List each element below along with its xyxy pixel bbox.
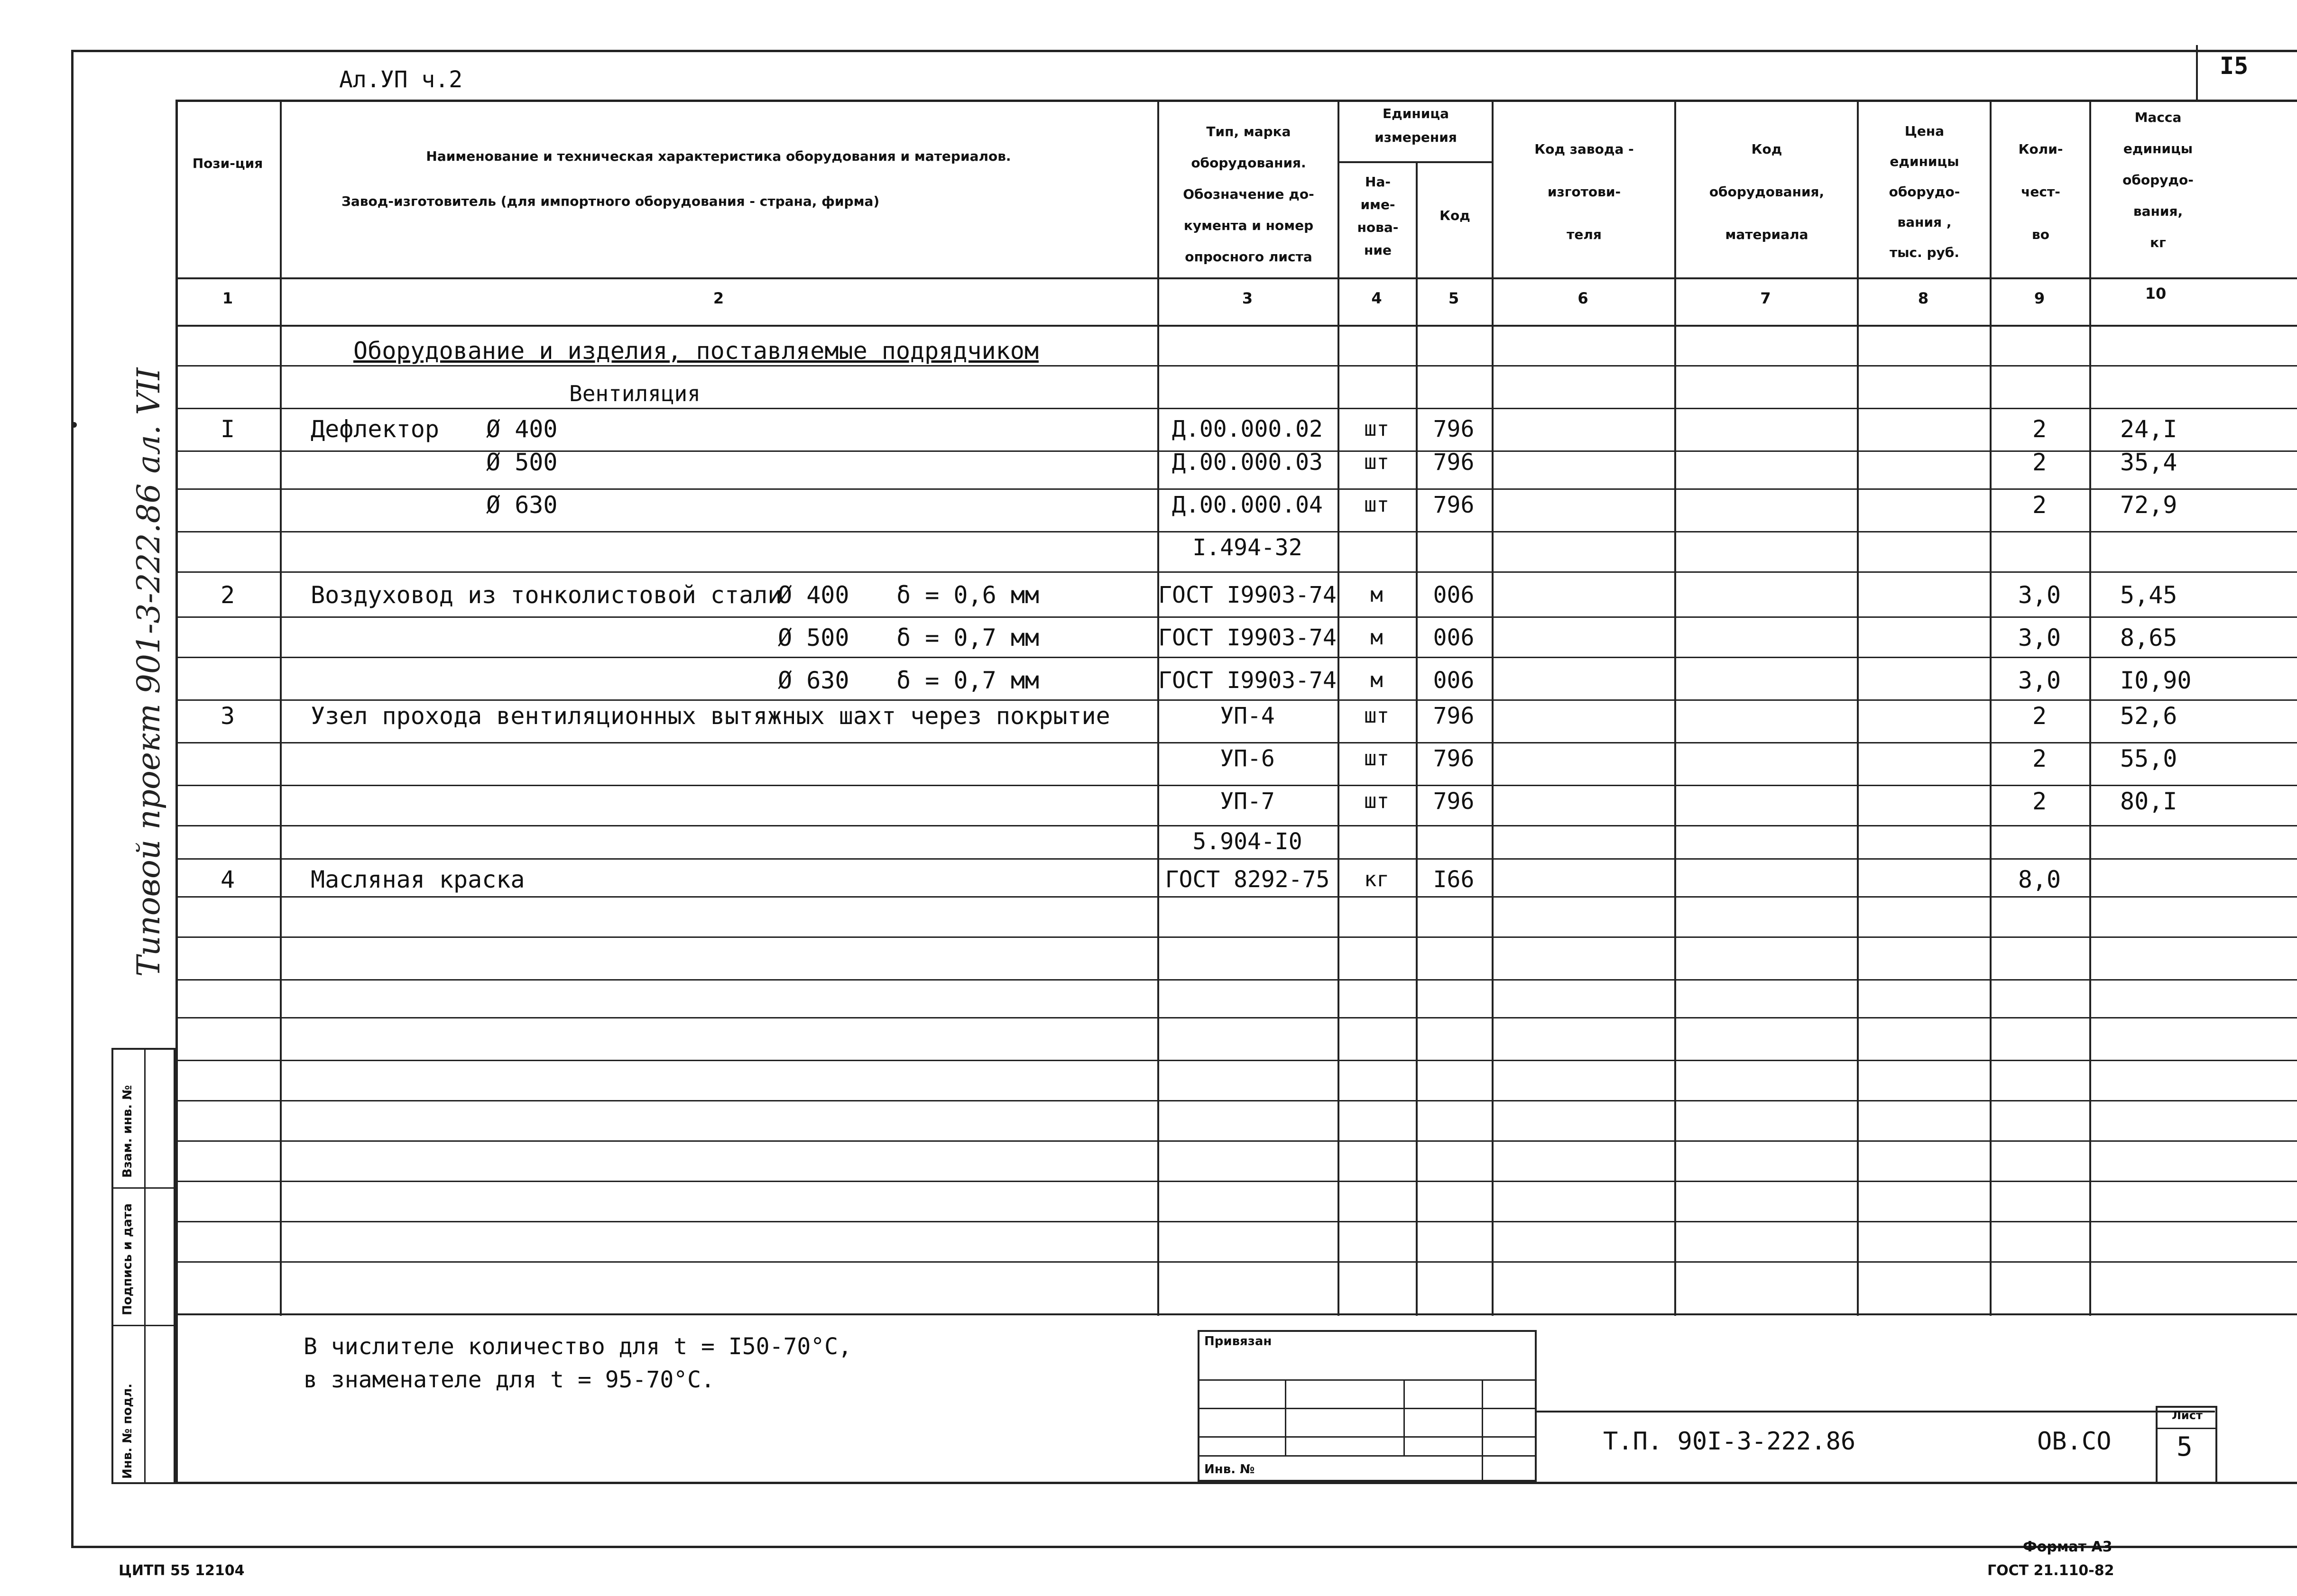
row-line — [175, 896, 2297, 898]
row-mass: 24,I — [2120, 415, 2177, 443]
col-number-2: 2 — [713, 289, 724, 307]
row-mass: 80,I — [2120, 788, 2177, 815]
document-mark: ОВ.СО — [2037, 1427, 2112, 1456]
row-name: Воздуховод из тонколистовой стали — [311, 581, 782, 609]
row-mass: 52,6 — [2120, 702, 2177, 730]
attached-row-line-4 — [1199, 1455, 1536, 1457]
row-quantity: 2 — [2032, 788, 2047, 815]
row-quantity: 2 — [2032, 449, 2047, 476]
row-line — [175, 1100, 2297, 1101]
stamp-cell-2: Подпись и дата — [120, 1203, 135, 1315]
col-number-8: 8 — [1918, 289, 1929, 307]
attached-row-line-3 — [1199, 1436, 1536, 1438]
row-type-mark: 5.904-I0 — [1192, 828, 1302, 855]
row-line — [175, 1140, 2297, 1142]
row-spec: Ø 400 — [778, 581, 849, 609]
row-spec: Ø 500 — [486, 449, 558, 476]
inventory-label: Инв. № — [1204, 1462, 1255, 1477]
row-unit-code: 796 — [1433, 492, 1475, 518]
margin-dot — [71, 422, 77, 428]
side-project-stamp: Типовой проект 901-3-222.86 ал. VII — [130, 367, 167, 977]
header-unit-code: Код — [1439, 208, 1470, 223]
footer-right-format: Формат А3 — [2023, 1539, 2113, 1555]
sheet-corner-number: I5 — [2220, 52, 2249, 80]
row-line — [175, 408, 2297, 409]
row-line — [175, 699, 2297, 701]
row-type-mark: Д.00.000.03 — [1172, 449, 1323, 476]
row-type-mark: ГОСТ I9903-74 — [1158, 582, 1337, 608]
row-name: Узел прохода вентиляционных вытяжных шахт через покрытие — [311, 702, 1110, 730]
row-unit: м — [1370, 625, 1383, 650]
sheet-label: Лист — [2172, 1409, 2203, 1422]
row-unit: м — [1370, 583, 1383, 607]
row-line — [175, 616, 2297, 618]
row-line — [175, 1261, 2297, 1263]
row-type-mark: ГОСТ I9903-74 — [1158, 667, 1337, 694]
attached-col-line-3 — [1482, 1379, 1483, 1480]
row-quantity: 2 — [2032, 415, 2047, 443]
col-number-9: 9 — [2034, 289, 2045, 307]
corner-divider — [2196, 45, 2198, 100]
row-line — [175, 657, 2297, 658]
row-quantity: 3,0 — [2018, 624, 2061, 651]
col-number-1: 1 — [222, 289, 233, 307]
col-number-5: 5 — [1448, 289, 1459, 307]
row-mass: 55,0 — [2120, 745, 2177, 772]
row-line — [175, 531, 2297, 532]
row-unit-code: I66 — [1433, 866, 1475, 893]
section-subtitle: Вентиляция — [569, 381, 701, 406]
row-type-mark: Д.00.000.04 — [1172, 492, 1323, 518]
row-thickness: δ = 0,6 мм — [896, 581, 1040, 609]
stamp-cell-3: Взам. инв. № — [120, 1085, 135, 1178]
header-factory-code: Код завода - изготови- теля — [1534, 141, 1634, 242]
row-unit: шт — [1364, 704, 1389, 728]
row-thickness: δ = 0,7 мм — [896, 624, 1040, 651]
col-number-10: 10 — [2145, 284, 2167, 303]
attached-col-line-1 — [1285, 1379, 1286, 1455]
stamp-divider — [144, 1050, 146, 1482]
header-type: Тип, марка оборудования. Обозначение до- кумента и номер опросного листа — [1183, 124, 1314, 265]
header-name-line2: Завод-изготовитель (для импортного оборудования - страна, фирма) — [341, 193, 880, 209]
row-quantity: 3,0 — [2018, 667, 2061, 694]
row-unit-code: 796 — [1433, 745, 1475, 772]
row-mass: 8,65 — [2120, 624, 2177, 651]
col-number-6: 6 — [1577, 289, 1588, 307]
header-unit-name: На- име- нова- ние — [1357, 174, 1399, 258]
header-unit-group: Единица измерения — [1375, 106, 1457, 145]
row-type-mark: УП-4 — [1220, 703, 1275, 729]
attached-row-line-1 — [1199, 1379, 1536, 1381]
title-block-top-line — [175, 1313, 2297, 1315]
row-unit-code: 796 — [1433, 788, 1475, 815]
sheet-number: 5 — [2177, 1431, 2193, 1462]
row-type-mark: ГОСТ I9903-74 — [1158, 624, 1337, 651]
col-line-1 — [280, 100, 282, 1316]
col-line-5 — [1492, 100, 1494, 1316]
header-bottom-line — [175, 277, 2297, 279]
row-unit: шт — [1364, 493, 1389, 517]
sheet-box — [2156, 1406, 2217, 1484]
row-unit-code: 796 — [1433, 449, 1475, 476]
row-unit-code: 796 — [1433, 416, 1475, 442]
header-quantity: Коли- чест- во — [2018, 141, 2063, 242]
row-spec: Ø 630 — [778, 667, 849, 694]
row-type-mark: УП-6 — [1220, 745, 1275, 772]
row-line — [175, 365, 2297, 367]
header-name-line1: Наименование и техническая характеристика оборудования и материалов. — [426, 148, 1011, 164]
row-line — [175, 742, 2297, 743]
stamp-cell-1: Инв. № подл. — [120, 1383, 135, 1479]
row-name: Масляная краска — [311, 866, 525, 893]
row-line — [175, 1181, 2297, 1182]
row-mass: 5,45 — [2120, 581, 2177, 609]
row-line — [175, 785, 2297, 786]
title-block-code-line — [1537, 1411, 2215, 1413]
row-unit: шт — [1364, 417, 1389, 441]
document-code: Т.П. 90I-3-222.86 — [1603, 1427, 1856, 1456]
col-line-6 — [1674, 100, 1676, 1316]
row-unit: м — [1370, 668, 1383, 692]
col-number-7: 7 — [1760, 289, 1771, 307]
row-type-mark: ГОСТ 8292-75 — [1165, 866, 1330, 893]
row-type-mark: УП-7 — [1220, 788, 1275, 815]
note-line-1: В числителе количество для t = I50-70°C, — [304, 1333, 852, 1360]
row-unit: шт — [1364, 789, 1389, 813]
row-quantity: 8,0 — [2018, 866, 2061, 893]
attached-col-line-2 — [1403, 1379, 1405, 1455]
col-line-9 — [2089, 100, 2091, 1316]
row-position: 2 — [220, 581, 235, 609]
row-position: 3 — [220, 702, 235, 730]
unit-group-line — [1338, 161, 1492, 163]
col-line-4 — [1416, 161, 1418, 1316]
row-unit: шт — [1364, 746, 1389, 770]
row-line — [175, 858, 2297, 860]
col-number-3: 3 — [1242, 289, 1253, 307]
attached-label: Привязан — [1204, 1334, 1272, 1348]
row-unit-code: 006 — [1433, 582, 1475, 608]
header-equipment-code: Код оборудования, материала — [1709, 141, 1825, 242]
row-thickness: δ = 0,7 мм — [896, 667, 1040, 694]
footer-left: ЦИТП 55 12104 — [119, 1562, 245, 1579]
row-mass: I0,90 — [2120, 667, 2192, 694]
row-line — [175, 825, 2297, 826]
row-quantity: 2 — [2032, 491, 2047, 519]
row-position: 4 — [220, 866, 235, 893]
row-unit: кг — [1364, 867, 1389, 891]
col-number-4: 4 — [1371, 289, 1382, 307]
sheet-box-line — [2158, 1428, 2217, 1429]
header-mass: Масса единицы оборудо- вания, кг — [2122, 110, 2194, 250]
numbers-bottom-line — [175, 325, 2297, 327]
row-type-mark: I.494-32 — [1192, 534, 1302, 561]
note-line-2: в знаменателе для t = 95-70°C. — [304, 1367, 715, 1393]
header-price: Цена единицы оборудо- вания , тыс. руб. — [1889, 123, 1960, 260]
row-line — [175, 488, 2297, 490]
row-spec: Ø 630 — [486, 491, 558, 519]
margin-stamp — [111, 1048, 175, 1484]
stamp-row-line-1 — [113, 1187, 174, 1189]
row-spec: Ø 500 — [778, 624, 849, 651]
row-unit-code: 006 — [1433, 667, 1475, 694]
attached-row-line-2 — [1199, 1408, 1536, 1409]
footer-right-standard: ГОСТ 21.110-82 — [1987, 1562, 2114, 1579]
row-unit: шт — [1364, 450, 1389, 474]
row-unit-code: 796 — [1433, 703, 1475, 729]
row-spec: Ø 400 — [486, 415, 558, 443]
row-position: I — [220, 415, 235, 443]
row-mass: 35,4 — [2120, 449, 2177, 476]
row-line — [175, 1060, 2297, 1061]
stamp-row-line-2 — [113, 1325, 174, 1326]
row-line — [175, 936, 2297, 938]
row-line — [175, 1017, 2297, 1018]
row-line — [175, 571, 2297, 573]
header-position: Пози-ция — [192, 156, 263, 171]
section-title: Оборудование и изделия, поставляемые подрядчиком — [353, 337, 1039, 365]
row-quantity: 3,0 — [2018, 581, 2061, 609]
row-name: Дефлектор — [311, 415, 439, 443]
row-type-mark: Д.00.000.02 — [1172, 416, 1323, 442]
row-mass: 72,9 — [2120, 491, 2177, 519]
top-label: Ал.УП ч.2 — [339, 66, 463, 93]
row-quantity: 2 — [2032, 702, 2047, 730]
row-unit-code: 006 — [1433, 624, 1475, 651]
col-line-7 — [1857, 100, 1859, 1316]
attached-box — [1198, 1330, 1537, 1482]
row-line — [175, 1221, 2297, 1222]
row-quantity: 2 — [2032, 745, 2047, 772]
row-line — [175, 979, 2297, 981]
